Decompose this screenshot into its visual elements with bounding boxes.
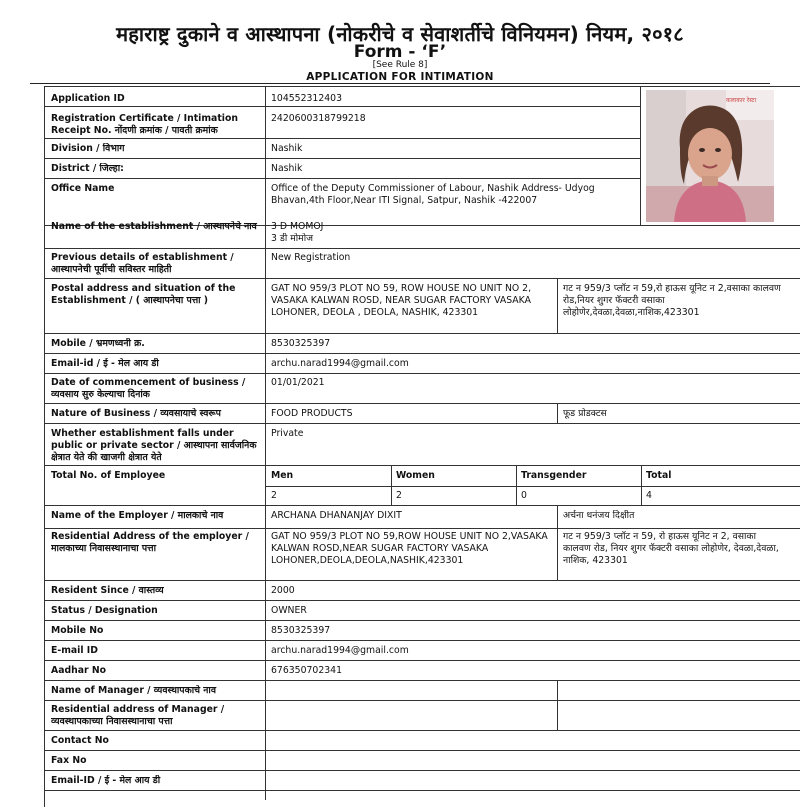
value-division: Nashik	[271, 143, 303, 154]
label-registration: Registration Certificate / Intimation Receipt No. नोंदणी क्रमांक / पावती क्रमांक	[51, 113, 238, 136]
application-heading: APPLICATION FOR INTIMATION	[306, 71, 494, 83]
header-men: Men	[271, 470, 294, 481]
row-divider	[44, 333, 800, 334]
row-divider	[44, 158, 640, 159]
value-registration: 2420600318799218	[271, 113, 366, 124]
row-divider	[44, 680, 800, 681]
row-divider	[44, 423, 800, 424]
value-residential-address-marathi: गट न 959/3 प्लॉट न 59, रो हाऊस यूनिट न 2, वसाका कालवण रोड, नियर शुगर फॅक्टरी वसाका लोहोणेर, देवळा,देवळा, नाशिक, 423301	[563, 531, 779, 566]
row-divider	[44, 528, 800, 529]
label-email-id-manager: Email-ID / ई - मेल आय डी	[51, 775, 161, 786]
label-establishment-name: Name of the establishment / आस्थापनेचे नाव	[51, 221, 257, 232]
label-contact-no: Contact No	[51, 735, 109, 746]
value-commencement-date: 01/01/2021	[271, 377, 325, 388]
row-divider	[44, 248, 800, 249]
photo-overlay-text: कलाकार रेस्टा	[726, 97, 757, 104]
row-divider	[44, 640, 800, 641]
column-divider	[557, 403, 558, 423]
row-divider	[44, 278, 800, 279]
header-transgender: Transgender	[521, 470, 587, 481]
form-number: Form - ‘F’	[353, 42, 447, 62]
row-divider	[44, 600, 800, 601]
row-divider	[44, 770, 800, 771]
value-employer-name: ARCHANA DHANANJAY DIXIT	[271, 510, 402, 521]
applicant-photo	[646, 90, 774, 222]
row-divider	[44, 178, 640, 179]
value-mobile: 8530325397	[271, 338, 331, 349]
row-divider	[44, 353, 800, 354]
value-total: 4	[646, 490, 652, 501]
row-divider	[44, 403, 800, 404]
header-women: Women	[396, 470, 435, 481]
value-transgender: 0	[521, 490, 527, 501]
label-nature-of-business: Nature of Business / व्यवसायाचे स्वरूप	[51, 408, 221, 419]
value-email-id: archu.narad1994@gmail.com	[271, 645, 409, 656]
label-previous-details: Previous details of establishment / आस्थापनेची पूर्वीची सविस्तर माहिती	[51, 252, 234, 275]
value-email: archu.narad1994@gmail.com	[271, 358, 409, 369]
value-status-designation: OWNER	[271, 605, 307, 616]
value-residential-address: GAT NO 959/3 PLOT NO 59,ROW HOUSE UNIT NO 2,VASAKA KALWAN ROSD,NEAR SUGAR FACTORY VASAKA LOHONER,DEOLA,DEOLA,NASHIK,423301	[271, 531, 548, 566]
value-postal-address-marathi: गट न 959/3 प्लॉट न 59,रो हाऊस यूनिट न 2,वसाका कालवण रोड,नियर शुगर फॅक्टरी वसाका लोहोणेर,देवळा,देवळा,नाशिक,423301	[563, 283, 781, 318]
column-divider	[640, 86, 641, 225]
value-nature-of-business: FOOD PRODUCTS	[271, 408, 353, 419]
header-total: Total	[646, 470, 672, 481]
value-office-name: Office of the Deputy Commissioner of Labour, Nashik Address- Udyog Bhavan,4th Floor,Near ITI Signal, Satpur, Nashik -422007	[271, 183, 595, 206]
row-divider	[44, 373, 800, 374]
label-sector: Whether establishment falls under public or private sector / आस्थापना सार्वजनिक क्षेत्रात येते की खाजगी क्षेत्रात येते	[51, 428, 257, 463]
label-residential-address: Residential Address of the employer / मालकाच्या निवासस्थानाचा पत्ता	[51, 531, 249, 554]
value-employer-name-marathi: अर्चना धनंजय दिक्षीत	[563, 510, 635, 521]
column-divider	[391, 465, 392, 505]
label-commencement-date: Date of commencement of business / व्यवसाय सुरु केल्याचा दिनांक	[51, 377, 246, 400]
column-divider	[641, 465, 642, 505]
value-women: 2	[396, 490, 402, 501]
label-district: District / जिल्हा:	[51, 163, 124, 174]
header-divider	[30, 83, 770, 84]
value-nature-of-business-marathi: फूड प्रोडक्टस	[563, 408, 607, 419]
row-divider	[44, 106, 640, 107]
label-fax-no: Fax No	[51, 755, 87, 766]
row-divider	[44, 465, 800, 466]
value-district: Nashik	[271, 163, 303, 174]
value-postal-address: GAT NO 959/3 PLOT NO 59, ROW HOUSE NO UNIT NO 2, VASAKA KALWAN ROSD, NEAR SUGAR FACTORY VASAKA LOHONER, DEOLA , DEOLA, NASHIK, 423301	[271, 283, 532, 318]
column-divider	[557, 505, 558, 580]
label-mobile: Mobile / भ्रमणध्वनी क्र.	[51, 338, 145, 349]
value-mobile-no: 8530325397	[271, 625, 331, 636]
column-divider	[557, 680, 558, 730]
label-postal-address: Postal address and situation of the Establishment / ( आस्थापनेचा पत्ता )	[51, 283, 236, 306]
column-divider	[557, 278, 558, 333]
row-divider	[44, 730, 800, 731]
label-manager-address: Residential address of Manager / व्यवस्थापकाच्या निवासस्थानाचा पत्ता	[51, 704, 225, 727]
row-divider	[44, 580, 800, 581]
label-aadhar-no: Aadhar No	[51, 665, 107, 676]
value-application-id: 104552312403	[271, 93, 342, 104]
label-email-id: E-mail ID	[51, 645, 98, 656]
row-divider	[44, 700, 800, 701]
label-total-employees: Total No. of Employee	[51, 470, 166, 481]
column-divider	[265, 86, 266, 800]
label-division: Division / विभाग	[51, 143, 125, 154]
value-aadhar-no: 676350702341	[271, 665, 342, 676]
label-email: Email-id / ई - मेल आय डी	[51, 358, 159, 369]
row-divider	[44, 620, 800, 621]
label-manager-name: Name of Manager / व्यवस्थापकाचे नाव	[51, 685, 217, 696]
value-establishment-name-marathi: 3 डी मोमोज	[271, 233, 314, 244]
value-sector: Private	[271, 428, 304, 439]
label-employer-name: Name of the Employer / मालकाचे नाव	[51, 510, 224, 521]
rule-reference: [See Rule 8]	[372, 60, 428, 70]
form-title: महाराष्ट्र दुकाने व आस्थापना (नोकरीचे व सेवाशर्तीचे विनियमन) नियम, २०१८	[116, 22, 684, 46]
row-divider	[44, 750, 800, 751]
column-divider	[516, 465, 517, 505]
label-resident-since: Resident Since / वास्तव्य	[51, 585, 164, 596]
label-mobile-no: Mobile No	[51, 625, 104, 636]
row-divider	[44, 660, 800, 661]
row-divider	[44, 505, 800, 506]
label-application-id: Application ID	[51, 93, 125, 104]
value-men: 2	[271, 490, 277, 501]
value-establishment-name: 3 D MOMOJ	[271, 221, 324, 232]
row-divider	[265, 486, 800, 487]
label-status-designation: Status / Designation	[51, 605, 158, 616]
row-divider	[44, 790, 800, 791]
value-resident-since: 2000	[271, 585, 295, 596]
label-office-name: Office Name	[51, 183, 115, 194]
row-divider	[44, 138, 640, 139]
value-previous-details: New Registration	[271, 252, 351, 263]
